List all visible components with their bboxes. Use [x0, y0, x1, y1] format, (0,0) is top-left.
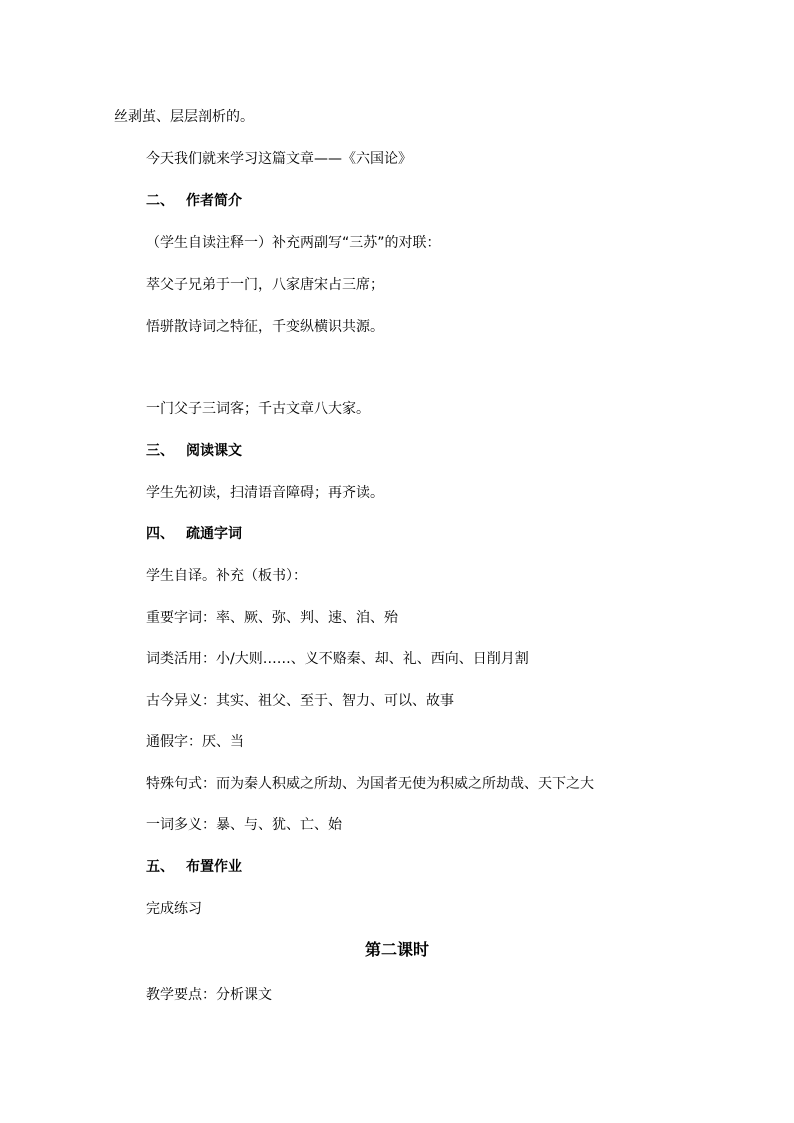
section-heading-homework: [146, 857, 242, 877]
section-number: 三、: [146, 443, 174, 459]
paragraph-teaching-point: 教学要点：分析课文: [146, 987, 272, 1003]
vocab-item: 一词多义：暴、与、犹、亡、始: [146, 817, 342, 833]
lesson-title: 第二课时: [364, 940, 429, 959]
section-number: 二、: [146, 193, 174, 209]
paragraph-homework: 完成练习: [146, 901, 202, 917]
section-heading-vocabulary: [146, 524, 242, 544]
paragraph-note: （学生自读注释一）补充两副写“三苏”的对联：: [146, 235, 441, 251]
section-title: 作者简介: [186, 193, 242, 209]
paragraph-vocab-intro: 学生自译。补充（板书）：: [146, 568, 307, 584]
vocab-item: 词类活用：小/大则……、义不赂秦、却、礼、西向、日削月割: [146, 651, 529, 667]
vocab-item: 通假字：厌、当: [146, 734, 244, 750]
couplet-line: 一门父子三词客；千古文章八大家。: [146, 401, 370, 417]
vocab-item: 特殊句式：而为秦人积威之所劫、为国者无使为积威之所劫哉、天下之大: [146, 776, 594, 792]
section-title: 阅读课文: [186, 443, 242, 459]
section-heading-reading: [146, 441, 242, 461]
vocab-item: 重要字词：率、厥、弥、判、速、洎、殆: [146, 610, 398, 626]
paragraph-continuation: 丝剥茧、层层剖析的。: [114, 109, 254, 125]
vocab-item: 古今异义：其实、祖父、至于、智力、可以、故事: [146, 693, 454, 709]
section-title: 疏通字词: [186, 526, 242, 542]
section-heading-author: [146, 191, 242, 211]
couplet-line: 悟骈散诗词之特征，千变纵横识共源。: [146, 319, 384, 335]
couplet-line: 萃父子兄弟于一门，八家唐宋占三席；: [146, 277, 384, 293]
section-title: 布置作业: [186, 859, 242, 875]
section-number: 五、: [146, 859, 174, 875]
section-number: 四、: [146, 526, 174, 542]
paragraph-intro: 今天我们就来学习这篇文章——《六国论》: [146, 151, 412, 167]
paragraph-reading: 学生先初读，扫清语音障碍；再齐读。: [146, 485, 384, 501]
